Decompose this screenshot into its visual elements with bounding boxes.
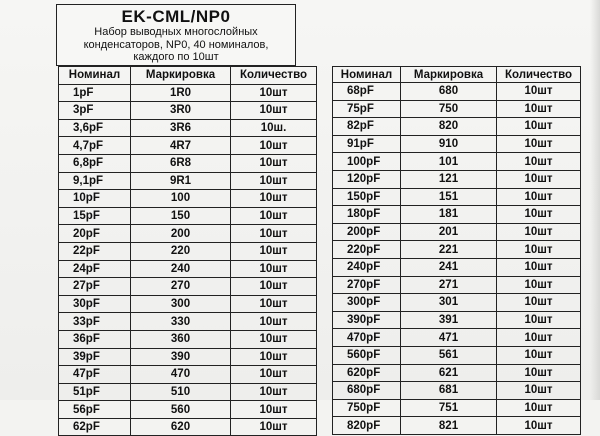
cell-nominal: 10pF [59,190,131,208]
table-row [333,417,581,435]
cell-marking: 360 [131,330,231,348]
cell-nominal: 820pF [333,417,401,435]
cell-marking: 561 [401,346,497,364]
cell-nominal: 75pF [333,100,401,118]
cell-nominal: 200pF [333,223,401,241]
capacitor-table-right [332,66,581,435]
column-header-marking: Маркировка [401,67,497,83]
cell-quantity: 10шт [231,383,317,401]
column-header-marking: Маркировка [131,67,231,85]
table-row [59,137,317,155]
cell-nominal: 300pF [333,294,401,312]
cell-marking: 621 [401,364,497,382]
cell-marking: 751 [401,399,497,417]
cell-quantity: 10шт [231,278,317,296]
cell-nominal: 51pF [59,383,131,401]
cell-quantity: 10шт [497,346,581,364]
cell-marking: 200 [131,225,231,243]
table-row [333,135,581,153]
cell-quantity: 10шт [231,295,317,313]
cell-quantity: 10шт [497,311,581,329]
cell-quantity: 10шт [497,118,581,136]
description-line: конденсаторов, NP0, 40 номиналов, [83,38,269,51]
table-row [59,401,317,419]
table-row [59,225,317,243]
cell-nominal: 33pF [59,313,131,331]
cell-quantity: 10шт [497,170,581,188]
cell-nominal: 20pF [59,225,131,243]
table-row [333,118,581,136]
cell-quantity: 10шт [497,153,581,171]
cell-marking: 330 [131,313,231,331]
cell-nominal: 240pF [333,258,401,276]
cell-marking: 6R8 [131,154,231,172]
column-header-nominal: Номинал [59,67,131,85]
cell-quantity: 10шт [231,207,317,225]
cell-nominal: 91pF [333,135,401,153]
cell-quantity: 10шт [497,329,581,347]
cell-nominal: 27pF [59,278,131,296]
cell-nominal: 36pF [59,330,131,348]
table-row [333,311,581,329]
cell-marking: 4R7 [131,137,231,155]
cell-marking: 150 [131,207,231,225]
cell-quantity: 10шт [497,188,581,206]
table-row [59,418,317,436]
cell-nominal: 750pF [333,399,401,417]
cell-nominal: 30pF [59,295,131,313]
cell-quantity: 10шт [231,84,317,102]
cell-quantity: 10шт [497,417,581,435]
cell-nominal: 390pF [333,311,401,329]
cell-quantity: 10шт [497,135,581,153]
cell-quantity: 10шт [497,258,581,276]
cell-nominal: 180pF [333,206,401,224]
column-header-quantity: Количество [497,67,581,83]
table-row [333,100,581,118]
cell-nominal: 3,6pF [59,119,131,137]
cell-quantity: 10шт [497,100,581,118]
table-row [333,294,581,312]
cell-marking: 220 [131,242,231,260]
table-row [59,295,317,313]
cell-quantity: 10шт [497,364,581,382]
table-row [333,241,581,259]
cell-marking: 821 [401,417,497,435]
cell-nominal: 9,1pF [59,172,131,190]
table-row [333,188,581,206]
header-box [56,4,296,66]
paper-edge-shadow [590,0,600,400]
cell-marking: 471 [401,329,497,347]
cell-marking: 301 [401,294,497,312]
cell-marking: 9R1 [131,172,231,190]
cell-nominal: 270pF [333,276,401,294]
cell-quantity: 10ш. [231,119,317,137]
cell-marking: 620 [131,418,231,436]
table-row [59,330,317,348]
table-row [333,223,581,241]
cell-quantity: 10шт [231,190,317,208]
table-row [59,313,317,331]
cell-marking: 270 [131,278,231,296]
cell-quantity: 10шт [497,206,581,224]
cell-quantity: 10шт [497,223,581,241]
cell-marking: 201 [401,223,497,241]
table-row [59,154,317,172]
cell-quantity: 10шт [231,366,317,384]
cell-nominal: 6,8pF [59,154,131,172]
cell-quantity: 10шт [231,225,317,243]
cell-nominal: 62pF [59,418,131,436]
cell-nominal: 68pF [333,83,401,101]
cell-nominal: 4,7pF [59,137,131,155]
cell-marking: 3R0 [131,102,231,120]
cell-marking: 1R0 [131,84,231,102]
table-row [59,102,317,120]
cell-marking: 470 [131,366,231,384]
table-row [59,348,317,366]
table-row [59,278,317,296]
cell-nominal: 560pF [333,346,401,364]
table-row [59,207,317,225]
cell-marking: 271 [401,276,497,294]
cell-nominal: 680pF [333,382,401,400]
cell-marking: 181 [401,206,497,224]
table-row [333,382,581,400]
table-row [333,153,581,171]
table-row [59,84,317,102]
cell-quantity: 10шт [231,418,317,436]
cell-marking: 820 [401,118,497,136]
table-row [59,172,317,190]
table-row [333,364,581,382]
cell-quantity: 10шт [231,172,317,190]
cell-marking: 221 [401,241,497,259]
cell-quantity: 10шт [231,348,317,366]
cell-marking: 391 [401,311,497,329]
cell-nominal: 120pF [333,170,401,188]
table-row [333,346,581,364]
cell-marking: 100 [131,190,231,208]
cell-nominal: 82pF [333,118,401,136]
cell-nominal: 39pF [59,348,131,366]
cell-quantity: 10шт [231,401,317,419]
table-row [59,242,317,260]
cell-nominal: 3pF [59,102,131,120]
table-row [333,83,581,101]
cell-marking: 121 [401,170,497,188]
cell-marking: 240 [131,260,231,278]
cell-quantity: 10шт [497,276,581,294]
table-row [59,260,317,278]
cell-quantity: 10шт [497,399,581,417]
cell-nominal: 22pF [59,242,131,260]
table-row [333,258,581,276]
table-row [59,383,317,401]
cell-marking: 510 [131,383,231,401]
cell-quantity: 10шт [231,242,317,260]
cell-quantity: 10шт [497,382,581,400]
table-header-row [59,67,317,85]
table-row [333,329,581,347]
product-title: EK-CML/NP0 [121,7,231,26]
cell-quantity: 10шт [497,294,581,312]
cell-nominal: 56pF [59,401,131,419]
cell-quantity: 10шт [231,154,317,172]
column-header-quantity: Количество [231,67,317,85]
capacitor-table-left [58,66,317,436]
cell-marking: 681 [401,382,497,400]
cell-nominal: 150pF [333,188,401,206]
cell-nominal: 47pF [59,366,131,384]
cell-marking: 910 [401,135,497,153]
cell-nominal: 1pF [59,84,131,102]
table-row [333,170,581,188]
cell-marking: 390 [131,348,231,366]
table-row [59,119,317,137]
column-header-nominal: Номинал [333,67,401,83]
cell-quantity: 10шт [231,102,317,120]
description-line: каждого по 10шт [133,51,219,63]
cell-marking: 300 [131,295,231,313]
table-row [59,190,317,208]
cell-marking: 3R6 [131,119,231,137]
cell-quantity: 10шт [231,137,317,155]
table-header-row [333,67,581,83]
cell-nominal: 100pF [333,153,401,171]
product-description [57,26,295,64]
cell-nominal: 220pF [333,241,401,259]
table-row [333,206,581,224]
cell-nominal: 470pF [333,329,401,347]
cell-nominal: 24pF [59,260,131,278]
cell-quantity: 10шт [497,83,581,101]
cell-marking: 241 [401,258,497,276]
cell-marking: 680 [401,83,497,101]
cell-marking: 560 [131,401,231,419]
cell-marking: 101 [401,153,497,171]
cell-nominal: 15pF [59,207,131,225]
table-row [333,399,581,417]
table-row [59,366,317,384]
cell-quantity: 10шт [231,260,317,278]
cell-marking: 750 [401,100,497,118]
cell-quantity: 10шт [497,241,581,259]
cell-nominal: 620pF [333,364,401,382]
cell-quantity: 10шт [231,313,317,331]
cell-quantity: 10шт [231,330,317,348]
description-line: Набор выводных многослойных [94,26,258,38]
table-row [333,276,581,294]
cell-marking: 151 [401,188,497,206]
